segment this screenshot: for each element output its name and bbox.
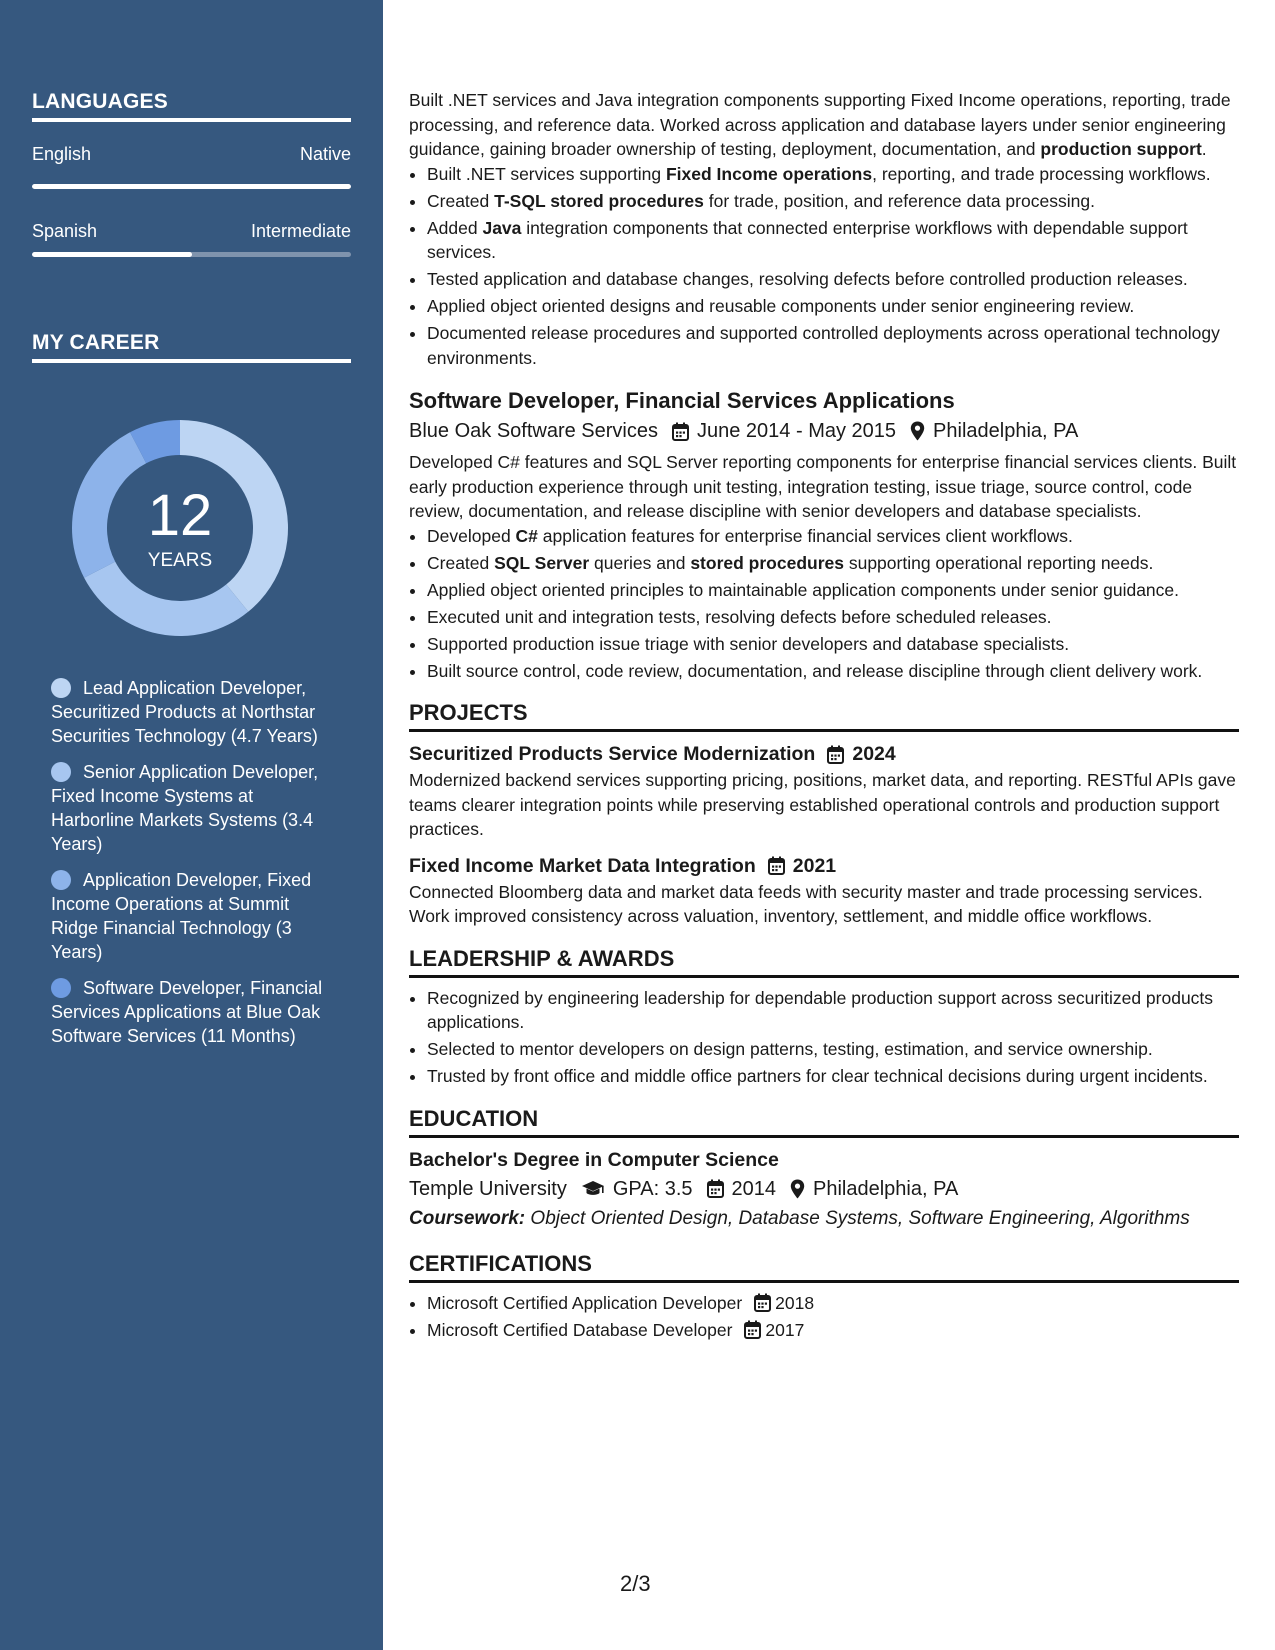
coursework-list: Object Oriented Design, Database Systems, Software Engineering, Algorithms xyxy=(525,1207,1190,1229)
language-row-spanish xyxy=(32,221,351,242)
bullet-bold: Java xyxy=(482,217,522,238)
calendar-icon xyxy=(754,1293,771,1312)
bullet-text: Tested application and database changes, resolving defects before controlled production releases. xyxy=(427,269,1188,289)
calendar-icon xyxy=(707,1179,724,1198)
bullet-text: integration components that connected enterprise workflows with dependable support services. xyxy=(427,217,1188,262)
career-entry xyxy=(51,868,326,964)
job-summary xyxy=(409,88,1239,162)
project-title-row xyxy=(409,740,1239,768)
coursework xyxy=(409,1204,1239,1234)
career-dot-icon xyxy=(51,678,71,698)
career-dot-icon xyxy=(51,870,71,890)
bullet-item xyxy=(427,294,1239,319)
language-bar-fill xyxy=(32,184,351,189)
bullet-item: • Trusted by front office and middle office partners for clear technical decisions during urgent incidents. xyxy=(427,1064,1239,1089)
career-years-number: 12 xyxy=(147,483,213,548)
language-bar-fill xyxy=(32,252,192,257)
bullet-bold: C# xyxy=(515,525,538,546)
calendar-icon xyxy=(768,856,785,875)
bullet-text: Applied object oriented designs and reusable components under senior engineering review. xyxy=(427,296,1135,316)
project-description: Modernized backend services supporting pricing, positions, market data, and reporting. RESTful APIs gave teams clearer integration points while preserving established operational controls and production support practices. xyxy=(409,770,1236,839)
certifications-list xyxy=(409,1291,1239,1343)
bullet-item: • Selected to mentor developers on design patterns, testing, estimation, and service ownership. xyxy=(427,1037,1239,1062)
project-year: 2021 xyxy=(792,854,837,877)
bullet-text: Built .NET services supporting xyxy=(427,163,666,184)
summary-text: Built .NET services and Java integration components supporting Fixed Income operations, reporting, trade processing, and reference data. Worked across application and database layers under senior engineering guidance, gaining broader ownership of testing, deployment, documentation, and xyxy=(409,90,1231,159)
bullet-text: supporting operational reporting needs. xyxy=(843,552,1154,573)
job-bullets xyxy=(409,162,1239,371)
project-year: 2024 xyxy=(852,743,896,765)
education-meta xyxy=(409,1174,1239,1204)
career-entry xyxy=(51,760,326,856)
career-legend xyxy=(51,676,326,1060)
project-title: Fixed Income Market Data Integration xyxy=(409,854,756,877)
page-number: 2/3 xyxy=(620,1571,651,1596)
career-entry-text: Senior Application Developer, Fixed Income Systems at Harborline Markets Systems (3.4 Years) xyxy=(51,762,319,854)
certifications-heading: CERTIFICATIONS xyxy=(409,1250,1239,1283)
career-heading: MY CAREER xyxy=(32,331,351,363)
career-entry xyxy=(51,976,326,1048)
degree-title: Bachelor's Degree in Computer Science xyxy=(409,1148,779,1171)
language-name: Spanish xyxy=(32,221,98,241)
language-level: Intermediate xyxy=(250,221,351,241)
education-heading: EDUCATION xyxy=(409,1105,1239,1138)
map-pin-icon xyxy=(790,1179,805,1199)
career-dot-icon xyxy=(51,762,71,782)
cert-name: • Microsoft Certified Database Developer xyxy=(427,1319,733,1340)
bullet-bold: SQL Server xyxy=(494,552,590,573)
language-bar-spanish xyxy=(32,252,351,257)
bullet-text: Developed xyxy=(427,525,516,546)
graduation-year: 2014 xyxy=(731,1177,776,1200)
leadership-list xyxy=(409,986,1239,1089)
bullet-text: Built source control, code review, documentation, and release discipline through client delivery work. xyxy=(427,660,1203,681)
career-entry-text: Software Developer, Financial Services Applications at Blue Oak Software Services (11 Months) xyxy=(51,978,323,1046)
language-row-english xyxy=(32,144,351,165)
map-pin-icon xyxy=(910,421,925,441)
career-years-label: YEARS xyxy=(147,550,213,571)
project-description: Connected Bloomberg data and market data feeds with security master and trade processing services. Work improved consistency across valuation, inventory, settlement, and middle office workflows. xyxy=(409,881,1203,926)
bullet-text: queries and xyxy=(589,552,691,573)
job-bullets xyxy=(409,524,1239,684)
bullet-item xyxy=(427,659,1239,684)
bullet-text: Created xyxy=(427,190,495,211)
summary-bold: production support xyxy=(1040,139,1202,159)
bullet-item xyxy=(427,189,1239,214)
projects-heading: PROJECTS xyxy=(409,699,1239,732)
calendar-icon xyxy=(827,745,844,764)
language-name: English xyxy=(32,144,92,164)
bullet-bold: stored procedures xyxy=(690,552,844,573)
bullet-text: application features for enterprise financial services client workflows. xyxy=(537,525,1073,546)
bullet-item xyxy=(427,162,1239,187)
job-dates: June 2014 - May 2015 xyxy=(697,420,897,442)
bullet-text: Executed unit and integration tests, resolving defects before scheduled releases. xyxy=(427,606,1052,627)
cert-item xyxy=(427,1291,1239,1316)
bullet-item xyxy=(427,551,1239,576)
career-entry-text: Lead Application Developer, Securitized Products at Northstar Securities Technology (4.7 Years) xyxy=(51,678,318,746)
calendar-icon xyxy=(744,1320,761,1339)
bullet-item xyxy=(427,632,1239,657)
bullet-item xyxy=(427,216,1239,265)
school-name: Temple University xyxy=(409,1177,567,1200)
job-meta xyxy=(409,416,1239,446)
bullet-item xyxy=(427,267,1239,292)
cert-item xyxy=(427,1318,1239,1343)
bullet-bold: Fixed Income operations xyxy=(665,163,873,184)
cert-year: 2017 xyxy=(765,1319,805,1340)
bullet-text: Added xyxy=(427,217,483,238)
bullet-item xyxy=(427,578,1239,603)
job-summary: Developed C# features and SQL Server reporting components for enterprise financial services clients. Built early production experience through unit testing, integration testing, issue triage, source control, code review, documentation, and release discipline with senior developers and database specialists. xyxy=(409,452,1237,521)
bullet-text: , reporting, and trade processing workflows. xyxy=(872,163,1211,184)
leadership-heading: LEADERSHIP & AWARDS xyxy=(409,945,1239,978)
main-content xyxy=(409,88,1239,1345)
bullet-text: Applied object oriented principles to maintainable application components under senior guidance. xyxy=(427,579,1180,600)
bullet-bold: T-SQL stored procedures xyxy=(494,190,704,211)
sidebar xyxy=(0,0,383,1650)
language-bar-english xyxy=(32,184,351,189)
bullet-text: Supported production issue triage with senior developers and database specialists. xyxy=(427,633,1070,654)
bullet-item: • Recognized by engineering leadership for dependable production support across securitized products applications. xyxy=(427,986,1239,1035)
cert-year: 2018 xyxy=(775,1292,815,1313)
summary-end: . xyxy=(1201,139,1207,159)
project-title: Securitized Products Service Modernization xyxy=(409,743,816,765)
coursework-label: Coursework: xyxy=(409,1207,526,1229)
gpa: GPA: 3.5 xyxy=(612,1177,693,1200)
languages-heading: LANGUAGES xyxy=(32,90,351,122)
bullet-text: Documented release procedures and supported controlled deployments across operational technology environments. xyxy=(427,323,1220,368)
language-level: Native xyxy=(299,144,351,164)
bullet-item xyxy=(427,524,1239,549)
school-location: Philadelphia, PA xyxy=(813,1177,959,1200)
donut-segment-2 xyxy=(84,562,248,636)
bullet-text: for trade, position, and reference data processing. xyxy=(703,190,1095,211)
bullet-item xyxy=(427,605,1239,630)
job-title: Software Developer, Financial Services Applications xyxy=(409,388,955,413)
career-dot-icon xyxy=(51,978,71,998)
graduation-cap-icon xyxy=(581,1180,605,1197)
calendar-icon xyxy=(672,422,689,441)
cert-name: • Microsoft Certified Application Developer xyxy=(427,1292,743,1313)
bullet-item xyxy=(427,321,1239,370)
project-title-row xyxy=(409,852,1239,880)
career-entry xyxy=(51,676,326,748)
job-location: Philadelphia, PA xyxy=(933,420,1079,442)
bullet-text: Created xyxy=(427,552,495,573)
company-name: Blue Oak Software Services xyxy=(409,420,658,442)
career-entry-text: Application Developer, Fixed Income Operations at Summit Ridge Financial Technology (3 Years) xyxy=(51,870,312,962)
